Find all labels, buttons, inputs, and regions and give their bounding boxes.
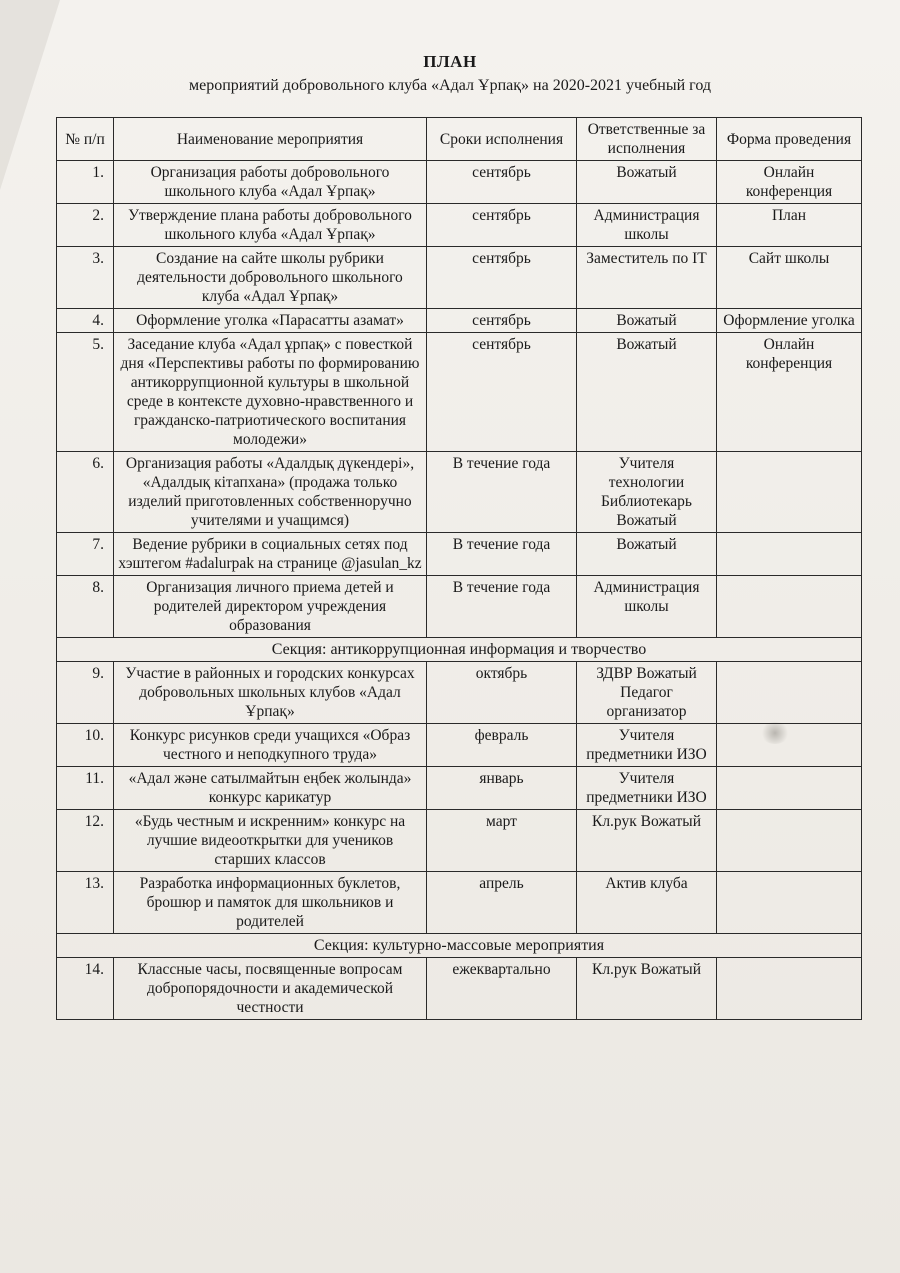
event-term: апрель: [427, 872, 577, 934]
event-name: Организация работы добровольного школьного клуба «Адал Ұрпақ»: [114, 161, 427, 204]
table-row: [57, 576, 862, 638]
event-responsible: Администрация школы: [577, 204, 717, 247]
event-name: «Адал және сатылмайтын еңбек жолында» конкурс карикатур: [114, 767, 427, 810]
table-row: [57, 161, 862, 204]
event-term: сентябрь: [427, 247, 577, 309]
table-header-row: [57, 118, 862, 161]
table-row: [57, 724, 862, 767]
event-name: Классные часы, посвященные вопросам добропорядочности и академической честности: [114, 958, 427, 1020]
section-title: Секция: культурно-массовые мероприятия: [57, 934, 862, 958]
row-number: 13.: [57, 872, 114, 934]
section-row: [57, 934, 862, 958]
folded-corner: [0, 0, 60, 190]
table-row: [57, 333, 862, 452]
event-term: январь: [427, 767, 577, 810]
col-form-header: Форма проведения: [717, 118, 862, 161]
event-name: Разработка информационных буклетов, брошюр и памяток для школьников и родителей: [114, 872, 427, 934]
event-name: Организация личного приема детей и родителей директором учреждения образования: [114, 576, 427, 638]
row-number: 4.: [57, 309, 114, 333]
table-row: [57, 662, 862, 724]
event-term: октябрь: [427, 662, 577, 724]
col-event-header: Наименование мероприятия: [114, 118, 427, 161]
event-name: Заседание клуба «Адал ұрпақ» с повесткой дня «Перспективы работы по формированию антикоррупционной культуры в школьной среде в контексте духовно-нравственного и гражданско-патриотического воспитания молодежи»: [114, 333, 427, 452]
row-number: 8.: [57, 576, 114, 638]
event-form: [717, 767, 862, 810]
event-form: [717, 958, 862, 1020]
event-responsible: ЗДВР Вожатый Педагог организатор: [577, 662, 717, 724]
event-responsible: Учителя предметники ИЗО: [577, 767, 717, 810]
event-term: сентябрь: [427, 204, 577, 247]
event-term: сентябрь: [427, 333, 577, 452]
event-name: Участие в районных и городских конкурсах добровольных школьных клубов «Адал Ұрпақ»: [114, 662, 427, 724]
event-term: сентябрь: [427, 309, 577, 333]
event-responsible: Учителя предметники ИЗО: [577, 724, 717, 767]
event-form: Онлайн конференция: [717, 161, 862, 204]
event-responsible: Вожатый: [577, 333, 717, 452]
col-number-header: № п/п: [57, 118, 114, 161]
col-term-header: Сроки исполнения: [427, 118, 577, 161]
event-name: «Будь честным и искренним» конкурс на лучшие видеооткрытки для учеников старших классов: [114, 810, 427, 872]
event-responsible: Учителя технологии Библиотекарь Вожатый: [577, 452, 717, 533]
event-responsible: Заместитель по IT: [577, 247, 717, 309]
event-responsible: Актив клуба: [577, 872, 717, 934]
section-row: [57, 638, 862, 662]
event-responsible: Вожатый: [577, 533, 717, 576]
event-form: Оформление уголка: [717, 309, 862, 333]
event-term: В течение года: [427, 452, 577, 533]
document-title: ПЛАН: [423, 52, 477, 71]
event-name: Организация работы «Адалдық дүкендері», «Адалдық кітапхана» (продажа только изделий приготовленных собственноручно учителями и учащимся): [114, 452, 427, 533]
table-row: [57, 247, 862, 309]
table-row: [57, 810, 862, 872]
event-form: [717, 724, 862, 767]
table-body: [57, 161, 862, 1020]
event-form: План: [717, 204, 862, 247]
event-form: [717, 533, 862, 576]
event-name: Создание на сайте школы рубрики деятельности добровольного школьного клуба «Адал Ұрпақ»: [114, 247, 427, 309]
event-form: Онлайн конференция: [717, 333, 862, 452]
event-term: март: [427, 810, 577, 872]
event-name: Ведение рубрики в социальных сетях под хэштегом #adalurpak на странице @jasulan_kz: [114, 533, 427, 576]
row-number: 10.: [57, 724, 114, 767]
event-responsible: Вожатый: [577, 309, 717, 333]
event-term: февраль: [427, 724, 577, 767]
event-name: Утверждение плана работы добровольного школьного клуба «Адал Ұрпақ»: [114, 204, 427, 247]
row-number: 14.: [57, 958, 114, 1020]
col-responsible-header: Ответственные за исполнения: [577, 118, 717, 161]
event-term: ежеквартально: [427, 958, 577, 1020]
event-responsible: Кл.рук Вожатый: [577, 958, 717, 1020]
row-number: 11.: [57, 767, 114, 810]
document-subtitle: мероприятий добровольного клуба «Адал Ұрпақ» на 2020-2021 учебный год: [188, 77, 712, 94]
event-form: [717, 662, 862, 724]
table-row: [57, 767, 862, 810]
row-number: 1.: [57, 161, 114, 204]
event-responsible: Кл.рук Вожатый: [577, 810, 717, 872]
table-row: [57, 204, 862, 247]
event-name: Конкурс рисунков среди учащихся «Образ честного и неподкупного труда»: [114, 724, 427, 767]
plan-table: [56, 117, 862, 1020]
event-form: [717, 810, 862, 872]
row-number: 3.: [57, 247, 114, 309]
event-form: [717, 576, 862, 638]
section-title: Секция: антикоррупционная информация и творчество: [57, 638, 862, 662]
event-responsible: Администрация школы: [577, 576, 717, 638]
table-row: [57, 533, 862, 576]
row-number: 6.: [57, 452, 114, 533]
row-number: 7.: [57, 533, 114, 576]
row-number: 5.: [57, 333, 114, 452]
row-number: 9.: [57, 662, 114, 724]
table-row: [57, 958, 862, 1020]
row-number: 12.: [57, 810, 114, 872]
event-name: Оформление уголка «Парасатты азамат»: [114, 309, 427, 333]
event-form: Сайт школы: [717, 247, 862, 309]
table-row: [57, 452, 862, 533]
event-form: [717, 452, 862, 533]
table-row: [57, 872, 862, 934]
event-term: В течение года: [427, 533, 577, 576]
table-row: [57, 309, 862, 333]
row-number: 2.: [57, 204, 114, 247]
event-responsible: Вожатый: [577, 161, 717, 204]
event-term: сентябрь: [427, 161, 577, 204]
event-form: [717, 872, 862, 934]
event-term: В течение года: [427, 576, 577, 638]
